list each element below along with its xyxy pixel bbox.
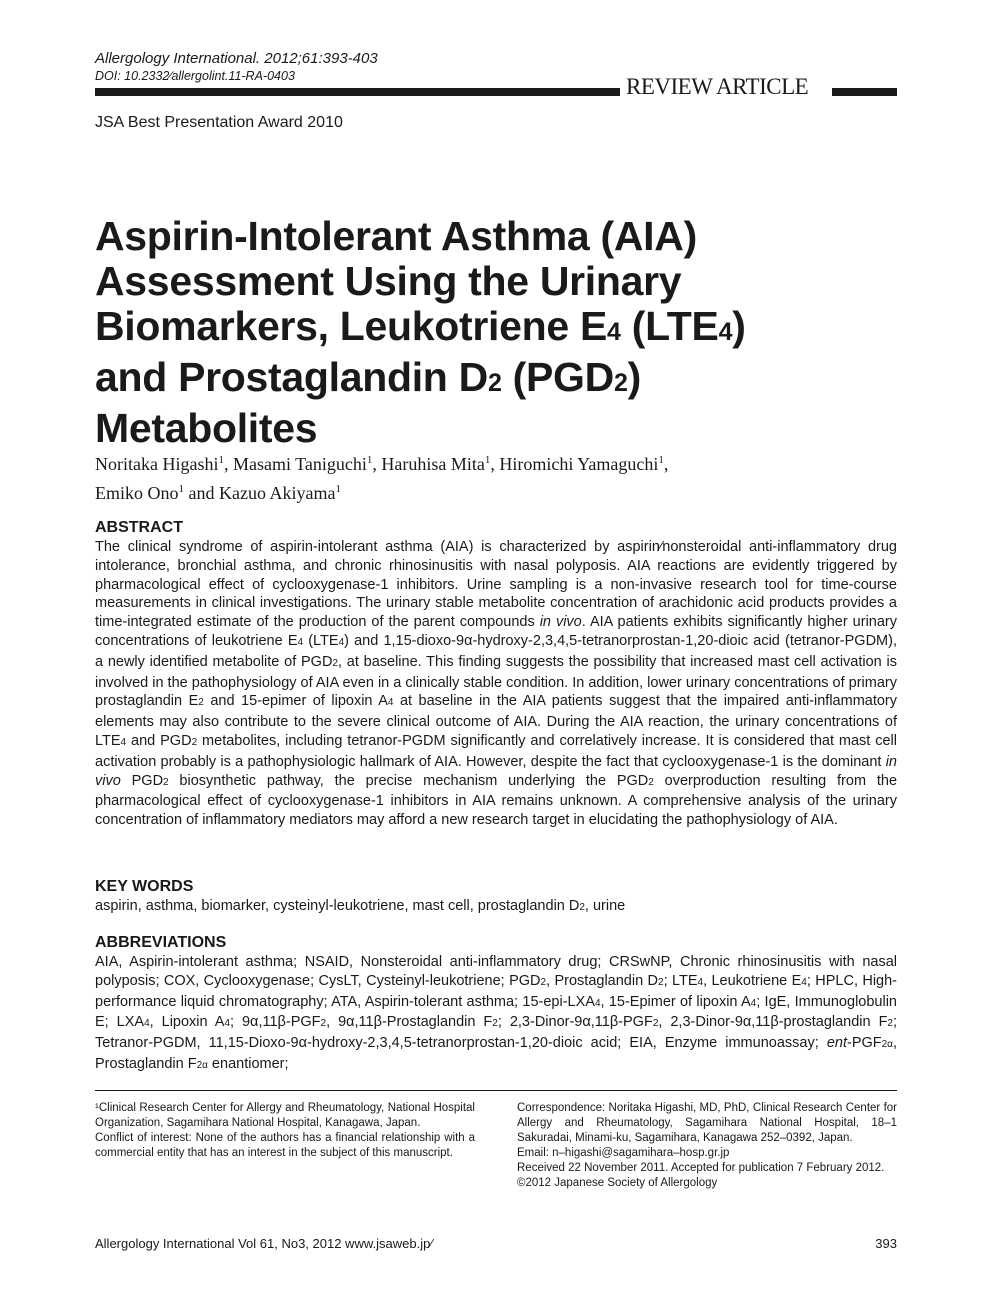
email-note: Email: n–higashi@sagamihara–hosp.gr.jp: [517, 1147, 730, 1159]
author-list: [95, 448, 875, 506]
keywords-body: aspirin, asthma, biomarker, cysteinyl-leukotriene, mast cell, prostaglandin D2, urine: [95, 898, 626, 914]
doi: DOI: 10.2332∕allergolint.11-RA-0403: [95, 69, 295, 83]
conflict-note: Conflict of interest: None of the authors has a financial relationship with a commercial entity that has an interest in the subject of this manuscript.: [95, 1132, 475, 1159]
abstract-heading: ABSTRACT: [95, 519, 183, 536]
title-line: and Prostaglandin D2 (PGD2): [95, 354, 641, 400]
header-rule-right: [832, 88, 897, 96]
correspondence-note: Correspondence: Noritaka Higashi, MD, PhD, Clinical Research Center for Allergy and Rheumatology, Sagamihara National Hospital, 18–1 Sakuradai, Minami-ku, Sagamihara, Kanagawa 252–0392, Japan.: [517, 1102, 897, 1144]
copyright-note: ©2012 Japanese Society of Allergology: [517, 1177, 718, 1189]
title-line: Biomarkers, Leukotriene E4 (LTE4): [95, 303, 746, 349]
page-number: 393: [875, 1236, 897, 1251]
author: Emiko Ono$^1$ and: [95, 483, 219, 503]
award-label: JSA Best Presentation Award 2010: [95, 114, 343, 131]
abbreviations-heading: ABBREVIATIONS: [95, 934, 227, 951]
author: Kazuo Akiyama$^1$: [219, 483, 341, 503]
title-line: Aspirin-Intolerant Asthma (AIA): [95, 213, 697, 259]
journal-citation: Allergology International. 2012;61:393-403: [95, 50, 378, 67]
author: Noritaka Higashi$^1$,: [95, 454, 233, 474]
title-line: Metabolites: [95, 405, 318, 451]
abbreviations-body: AIA, Aspirin-intolerant asthma; NSAID, Nonsteroidal anti-inflammatory drug; CRSwNP, Chronic rhinosinusitis with nasal polyposis; COX, Cyclooxygenase; CysLT, Cysteinyl-leukotriene; PGD2, Prostaglandin D2; LTE4, Leukotriene E4; HPLC, High-performance liquid chromatography; ATA, Aspirin-tolerant asthma; 15-epi-LXA4, 15-Epimer of lipoxin A4; IgE, Immunoglobulin E; LXA4, Lipoxin A4; 9α,11β-PGF2, 9α,11β-Prostaglandin F2; 2,3-Dinor-9α,11β-PGF2, 2,3-Dinor-9α,11β-prostaglandin F2; Tetranor-PGDM, 11,15-Dioxo-9α-hydroxy-2,3,4,5-tetranorprostan-1,20-dioic acid; EIA, Enzyme immunoassay; ent-PGF2α, Prostaglandin F2α enantiomer;: [95, 954, 897, 1072]
keywords-heading: KEY WORDS: [95, 878, 194, 895]
author: Masami Taniguchi$^1$,: [232, 454, 382, 474]
author: Hiromichi Yamaguchi$^1$,: [499, 454, 669, 474]
article-title: [95, 214, 895, 451]
title-line: Assessment Using the Urinary: [95, 258, 682, 304]
author: Haruhisa Mita$^1$,: [381, 454, 500, 474]
footnotes-right: [517, 1101, 897, 1191]
header-rule-left: [95, 88, 620, 96]
section-label: REVIEW ARTICLE: [626, 74, 809, 99]
footer-citation: Allergology International Vol 61, No3, 2012 www.jsaweb.jp∕: [95, 1236, 433, 1251]
affiliation-note: ¹Clinical Research Center for Allergy and Rheumatology, National Hospital Organization, Sagamihara National Hospital, Kanagawa, Japan.: [95, 1102, 475, 1129]
footnote-divider: [95, 1090, 897, 1091]
received-note: Received 22 November 2011. Accepted for publication 7 February 2012.: [517, 1162, 885, 1174]
abstract-body: The clinical syndrome of aspirin-intolerant asthma (AIA) is characterized by aspirin∕nonsteroidal anti-inflammatory drug intolerance, bronchial asthma, and chronic rhinosinusitis with nasal polyposis. AIA reactions are evidently triggered by pharmacological effect of cyclooxygenase-1 inhibitors. Urine sampling is a non-invasive research tool for time-course measurements in clinical investigations. The urinary stable metabolite concentration of arachidonic acid products provides a time-integrated estimate of the production of the parent compounds in vivo. AIA patients exhibits significantly higher urinary concentrations of leukotriene E4 (LTE4) and 1,15-dioxo-9α-hydroxy-2,3,4,5-tetranorprostan-1,20-dioic acid (tetranor-PGDM), a newly identified metabolite of PGD2, at baseline. This finding suggests the possibility that increased mast cell activation is involved in the pathophysiology of AIA even in a clinically stable condition. In addition, lower urinary concentrations of primary prostaglandin E2 and 15-epimer of lipoxin A4 at baseline in the AIA patients suggest that the impaired anti-inflammatory elements may also contribute to the severe clinical outcome of AIA. During the AIA reaction, the urinary concentrations of LTE4 and PGD2 metabolites, including tetranor-PGDM significantly and correlatively increase. It is considered that mast cell activation probably is a pathophysiologic hallmark of AIA. However, despite the fact that cyclooxygenase-1 is the dominant in vivo PGD2 biosynthetic pathway, the precise mechanism underlying the PGD2 overproduction resulting from the pharmacological effect of cyclooxygenase-1 inhibitors in AIA remains unknown. A comprehensive analysis of the urinary concentration of inflammatory mediators may afford a new research target in elucidating the pathophysiology of AIA.: [95, 539, 898, 829]
footnotes-left: [95, 1101, 475, 1161]
